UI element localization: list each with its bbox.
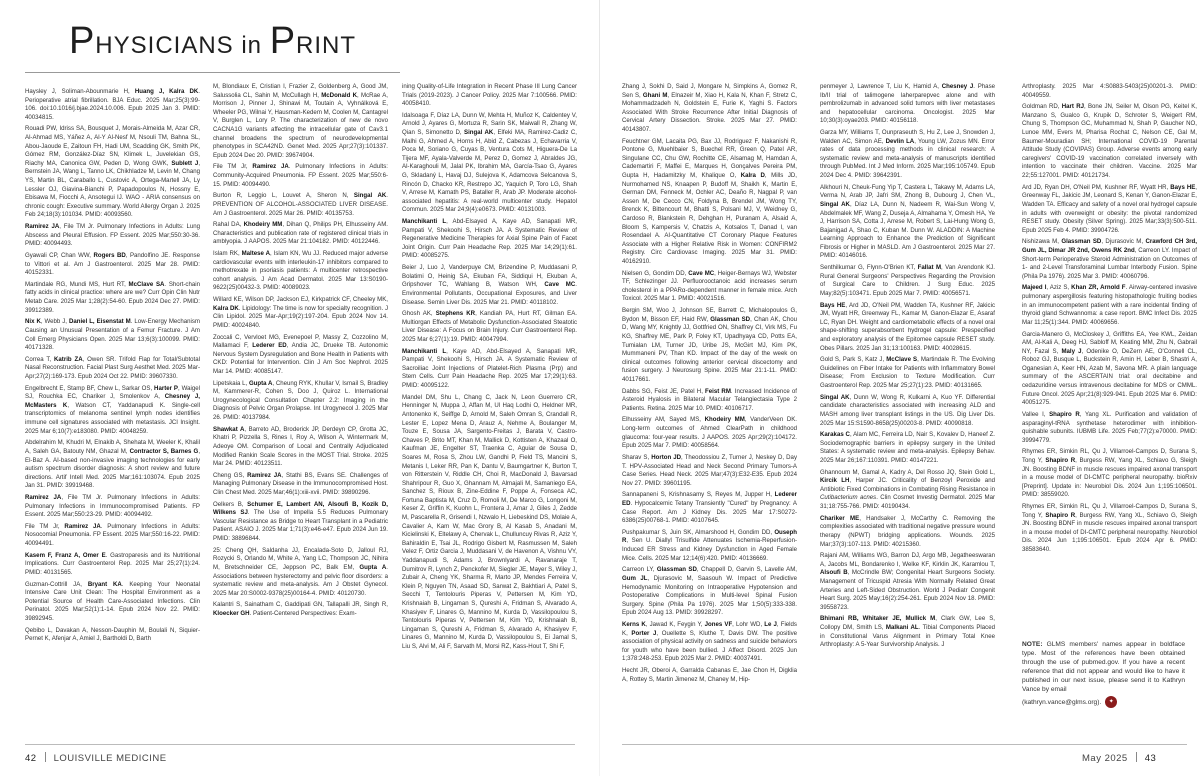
citation-entry: Alkhouri N, Cheuk-Fung Yip T, Castera L, Takawy M, Adams LA, Verma N, Arab JP, Jafri SM, Zhong B, Dubourg J, Chen VL, Singal AK, Díaz LA, Dunn N, Nadeem R, Wai-Sun Wong V, Abdelmalek MF, Wang Z, Duseja A, Almahama Y, Omesh HA, Ye J, Harrison SA, Cotta J, Arrese M, Robert S, Lai-Hung Wong G, Bajanigad A, Shao C, Kuban M. Dunn W. ALADDIN: A Machine Learning Approach to Enhance the Prediction of Significant Fibrosis or Higher in MASLD. Am J Gastroenterol. 2025 Mar 27. PMID: 40146016. [820, 183, 995, 260]
footer-left [25, 752, 167, 764]
citation-entry: Nishizawa M, Glassman SD, Djurasovic M, Crawford CH 3rd, Gum JL, Dimar JR 2nd, Owens RK 2nd, Carreon LY. Impact of Short-term Perioperative Steroid Administration on Outcomes of 1- and 2-Level Transforaminal Lumbar Interbody Fusion. Spine (Phila Pa 1976). 2025 Mar 3. PMID: 40060796. [1022, 238, 1197, 280]
citation-entry: Mandel DM, Shu L, Chang C, Jack N, Leon Guerrero CR, Henninger N, Muppa J, Affan M, Ul Haq Lodhi O, Heldner MR, Antonenko K, Seiffge D, Arnold M, Saleh Omran S, Crandall R, Lester E, Lopez Mena D, Arauz A, Nehme A, Boulanger M, Touze E, Sousa JA, Sargento-Freitas J, Barata V, Castro-Chaves P, Brito MT, Khan M, Mallick D, Kottisten A, Khazaal O, Kaufman JE, Engelter ST, Traenka C, Aguiar de Sousa D, Soares M, Rosa S, Zhou LW, Gandhi P, Field TS, Mancini S, Metanis I, Leker RR, Pan K, Dantu V, Baumgartner K, Burton T, von Ritterstein V, Riddle CH, Choi R, MacDonald J, Bavarsad Shahripour R, Guo X, Ghannam M, Almajali M, Samaniego EA, Sanchez S, Rioux B, Zine-Eddine F, Poppe A, Fonseca AC, Fortuna Baptista M, Cruz D, Romoli M, De Marco G, Longoni M, Keser Z, Griffin K, Kuohn L, Frontera J, Amar J, Giles J, Zedde M, Pascarella R, Grisendi I, Nzwalo H, Liebeskind DS, Molaie A, Cavalier A, Kam W, Mac Grory B, Al Kasab S, Anadani M, Kicielinski K, Eltelawy A, Chervak L, Chulluncuy Rivas R, Aziz Y, Bahiraldin E, Tsai JL, Rodrigo Gisbert M, Rasmussen M, Saleh Velez F, Ortiz Garcia J, Muddasani V, de Havenon A, Vishnu VY, Yaddanapudi S, Adams J, Brownlyardi A, Ravanaraje T, Dumitrov R, Lynch Z, Penckofer M, Siegler JE, Mayer S, Wiley J, Zubair A, Cheng YK, Sharma R, Marto JP, Mendes Ferreira V, Klein P, Nguyen TN, Asaad SD, Sarwat Z, Bakhtiari A, Patel S, Secchi T, Tentolouris Piperas V, Pettersen M, Kim YD, Krishnaiah B, Lingaman S, Qureshi A, Fridman S, Alvarado A, Khasiyev F, Linares G, Mannino M, Kurda D, Vassilopoulou S, Tentolouris Piperas V, Pettersen M, Kim YD, Krishnaiah B, Lingaman S, Qureshi A, Fridman S, Alvarado A, Khasiyev F, Linares G, Mannino M, Kurda D, Vassilopoulou S, Ei Jamal S, Liu S, Alvi M, Ali F, Sarvath M, Morsi RZ, Kass-Hout T, Shi F, [402, 393, 577, 650]
footer-rule-left [25, 744, 575, 745]
citation-entry: Ghannoum M, Gamal A, Kadry A, Del Rosso JQ, Stein Gold L, Kircik LH, Harper JC. Criticality of Benzoyl Peroxide and Antibiotic Fixed Combinations in Combating Rising Resistance in Cutibacterium acnes. Clin Cosmet Investig Dermatol. 2025 Mar 31;18:755-766. PMID: 40190434. [820, 468, 995, 511]
citation-entry: Kerns K, Jawad K, Feygin Y, Jones VF, Lohr WD, Le J, Fields K, Porter J, Ouellette S, Kluthe T, Davis DW. The positive association of physical activity on sadness and suicide behaviors for youth who have been bullied. J Affect Disord. 2025 Jun 1;378:248-253. Epub 2025 Mar 2. PMID: 40037491. [622, 620, 797, 663]
column-5 [820, 83, 995, 743]
citation-entry: Rajani AM, Williams WG, Barron DJ, Argo MB, Jegatheeswaran A, Jacobs ML, Bondarenko I, Welke KF, Kirklin JK, Karamlou T, Alsoufi B, McCrindle BW; Congenital Heart Surgeons Society. Management of Tricuspid Atresia With Normally Related Great Arteries and Left-Sided Obstruction. World J Pediatr Congenit Heart Surg. 2025 May;16(2):254-261. Epub 2024 Nov 18. PMID: 39558723. [820, 552, 995, 611]
column-6 [1022, 83, 1197, 633]
issue-month: May 2025 [1082, 753, 1128, 764]
citation-entry: Nielsen G, Gondim DD, Cave MC, Heiger-Bernays WJ, Webster TF, Schlezinger JJ. Perfluorooctanoic acid increases serum cholesterol in a PPARα-dependent manner in female mice. Arch Toxicol. 2025 Mar 1. PMID: 40021516. [622, 269, 797, 303]
citation-entry: Rahal DA, Khodeiry MM, Dihan Q, Philips PH, Elhusseiny AM. Characteristics and publication rate of registered clinical trials in amblyopia. J AAPOS. 2025 Mar 21:104182. PMID: 40122446. [213, 221, 388, 246]
citation-entry: Sharav S, Horton JD, Theodossiou Z, Turner J, Neskey D, Day T. HPV-Associated Head and Neck Second Primary Tumors-A Case Series. Head Neck. 2025 Mar;47(3):E32-E35. Epub 2024 Nov 27. PMID: 39601195. [622, 453, 797, 487]
publication-name: LOUISVILLE MEDICINE [53, 753, 167, 764]
citation-entry: Kalantri S, Sainatham C, Gaddipati GN, Tallapalli JR, Singh R, Kloecker GH. Patient-Centered Perspectives: Exam- [213, 601, 388, 617]
citation-entry: Correa T, Katrib ZA, Owen SR. Trifold Flap for Total/Subtotal Nasal Reconstruction. Facial Plast Surg Aesthet Med. 2025 Mar-Apr;27(2):169-173. Epub 2024 Oct 22. PMID: 39607330. [25, 355, 200, 380]
citation-entry: Arthroplasty. 2025 Mar 4:S0883-5403(25)00201-3. PMID: 40049559. [1022, 83, 1197, 99]
citation-entry: Cheng GS, Ramirez JA, Stathi BS, Evans SE. Challenges of Managing Pulmonary Disease in the Immunocompromised Host. Clin Chest Med. 2025 Mar;46(1):xiii-xvii. PMID: 39890296. [213, 471, 388, 496]
column-3 [402, 83, 577, 743]
citation-entry: Hecht JR, Oberoi A, Garralda Cabanas E, Jae Chon H, Digklia A, Rottey S, Martin Jimenez M, Chaney M, Hip- [622, 667, 797, 683]
page-title [25, 20, 400, 75]
footer-separator [45, 752, 46, 762]
citation-entry: Nix K, Webb J, Daniel L, Eisenstat M. Low-Energy Mechanism Causing an Unusual Presentation of a Femur Fracture. J Am Coll Emerg Physicians Open. 2025 Mar 13;6(3):100099. PMID: 40171328. [25, 318, 200, 352]
citation-entry: Sannapaneni S, Krishnasamy S, Reyes M, Jupper H, Lederer ED. Hypocalcemic Tetany Transiently "Cured" by Pregnancy: A Case Report. Am J Kidney Dis. 2025 Mar 17:S0272-6386(25)00768-1. PMID: 40107645. [622, 491, 797, 525]
citation-entry: Vallee I, Shapiro R, Yang XL. Purification and validation of asparaginyl-tRNA synthetase heterodimer with inhibition-quishable subunits. IUBMB Life. 2025 Feb;77(2):e70000. PMID: 39994779. [1022, 410, 1197, 444]
citation-entry: Garza MY, Williams T, Ounpraseuth S, Hu Z, Lee J, Snowden J, Walden AC, Simon AE, Devlin LA, Young LW, Zozus MN. Error rates of data processing methods in clinical research: A systematic review and meta-analysis of manuscripts identified through PubMed. Int J Med Inform. 2025 Mar;195:105749. Epub 2024 Dec 4. PMID: 39642391. [820, 129, 995, 180]
citation-entry: Rouadi PW, Idriss SA, Bousquet J, Morais-Almeida M, Azar CR, Al-Ahmad MS, Yáñez A, Al-Y Al-Nesf M, Nsouli TM, Bahna SL, Abou-Jaoude E, Zaitoun FH, Hadi UM, Scadding GK, Smith PK, Gómez RM, González-Díaz SN, Klimek L, Juvelekian GS, Riachy MA, Canonica GW, Peden D, Wong GWK, Sublett J, Bernstein JA, Wang L, Tanno LK, Chikhladze M, Levin M, Chang YS, Martin BL, Caraballo L, Custovic A, Ortega-Martell JA, Ly Lessler OJ, Giavina-Bianchi P, Papadopoulos N, Hossny E, Ebisawa M, Fiocchi A, Ansotegui IJ. WAO - ARIA consensus on chronic cough: Executive summary. World Allergy Organ J. 2025 Feb 24;18(3):101034. PMID: 40093560. [25, 125, 200, 219]
citation-entry: Kasem F, Franz A, Omer E. Gastroparesis and its Nutritional Implications. Curr Gastroenterol Rep. 2025 Mar 25;27(1):24. PMID: 40131565. [25, 551, 200, 576]
citation-entry: Chariker ME, Handsaker J, McCarthy C. Removing the complexities associated with traditional negative pressure wound therapy (NPWT) bridging applications. Wounds. 2025 Mar;37(3):107-113. PMID: 40215360. [820, 514, 995, 548]
citation-entry: Shawkat A, Barreto AD, Broderick JP, Derdeyn CP, Grotta JC, Khatri P, Pizzella S, Rines I, Roy A, Wilson A, Wintermark M, Adeoye OM. Comparison of Local and Centrally Adjudicated Modified Rankin Scale Scores in the MOST Trial. Stroke. 2025 Mar 24. PMID: 40123511. [213, 425, 388, 468]
citation-entry: Beier J, Luo J, Vanderpuye CM, Brizendine P, Muddasani P, Bolatimi O, Heinig SA, Ekuban FA, Siddiqui H, Ekuban A, Gripshover TC, Wahlang B, Watson WH, Cave MC. Environmental Pollutants, Occupational Exposures, and Liver Disease. Semin Liver Dis. 2025 Mar 21. PMID: 40118102. [402, 264, 577, 306]
citation-entry: Qebibo L, Davakan A, Nesson-Dauphin M, Boulali N, Siquier-Pernet K, Afenjar A, Amiel J, Bartholdi D, Barth [25, 626, 200, 643]
citation-entry: Karakas C, Alam MC, Ferreira LD, Nair S, Kovalev D, Haneef Z. Sociodemographic barriers in epilepsy surgery in the United States: A systematic review and meta-analysis. Epilepsy Behav. 2025 Mar 26;167:110391. PMID: 40147221. [820, 431, 995, 464]
page-number-left: 42 [25, 753, 37, 764]
note-text: GLMS members' names appear in boldface type. Most of the references have been obtained through the use of pubmed.gov. If you have a recent reference that did not appear and would like to have it published in our next issue, please send it to Kathryn Vance by email [1022, 641, 1185, 693]
members-note [1022, 640, 1185, 708]
citation-entry: M, Blondiaux E, Cristian I, Frazier Z, Goldenberg A, Good JM, Salussolia CL, Sahin M, McCullagh H, McDonald K, McRae A, Morrison J, Pinner J, Shinawi M, Toutain A, Vyhnálková E, Wheeler PG, Wilnai Y, Hausman-Kedem M, Coolen M, Cantagrel V, Burglen L, Lory P. The characterization of new de novo CACNA1G variants affecting the intracellular gate of Cav3.1 channel broadens the spectrum of neurodevelopmental phenotypes in SCA42ND. Genet Med. 2025 Apr;27(3):101337. Epub 2024 Dec 20. PMID: 39674904. [213, 83, 388, 159]
title-letter-p: P [68, 20, 96, 62]
citation-entry: Martindale RG, Mundi MS, Hurt RT, McClave SA. Short-chain fatty acids in clinical practice: where are we? Curr Opin Clin Nutr Metab Care. 2025 Mar 1;28(2):54-60. Epub 2024 Dec 27. PMID: 39912389. [25, 280, 200, 314]
footer-rule-right [622, 744, 1187, 745]
column-1 [25, 88, 200, 748]
citation-entry: Bhimani RB, Whitaker JE, Mullick M, Clark GW, Lee S, Collopy DM, Smith LS, Malkani AL. Tibial Components Placed in Constitutional Varus Alignment in Primary Total Knee Arthroplasty: A 5-Year Survivorship Analysis. J [820, 615, 995, 649]
citation-entry: Gyawali CP, Chan WW, Rogers BD, Pandolfino JE. Response to Vittori et al. Am J Gastroenterol. 2025 Mar 28. PMID: 40152331. [25, 251, 200, 277]
page-number-right: 43 [1144, 753, 1157, 764]
citation-entry: Idalsoaga F, Díaz LA, Dunn W, Mehta H, Muñoz K, Caldentey V, Arnold J, Ayares G, Mortuza R, Sarin SK, Maiwall R, Zhang W, Qian S, Simonetto D, Singal AK, Elfeki MA, Ramirez-Cadiz C, Malhi G, Ahmed A, Horns H, Abid Z, Cabezas J, Echavarria V, Poca M, Soriano G, Cuyas B, Ventura Cots M, Higuera-De La Tijera MF, Ayala-Valverde M, Perez D, Gomez J, Abraldes JG, Al-Karaghouli M, Jalal PK, Ibrahim MA, García-Tsao G, Ayares G, Skladaný L, Havaj DJ, Sulejova K, Adamcova Selcanova S, Rincón D, Chacko KR, Restrepo JC, Yaquich P, Toro LG, Shah V, Arrese M, Kamath PS, Bataller R, Arab JP. Moderate alcohol-associated hepatitis: A real-world multicenter study. Hepatol Commun. 2025 Mar 24;9(4):e0673. PMID: 40131003. [402, 111, 577, 214]
title-letter-p2: P [269, 20, 297, 62]
citation-entry: Rhymes ER, Simkin RL, Qu J, Villarroel-Campos D, Surana S, Tong Y, Shapiro R, Burgess RW, Yang XL, Schiavo G, Sleigh JN. Boosting BDNF in muscle rescues impaired axonal transport in a mouse model of DI-CMTC peripheral neuropathy. Neurobiol Dis. 2024 Jun 1;195:106501. Epub 2024 Apr 6. PMID: 38583640. [1022, 503, 1197, 554]
citation-entry: Ard JD, Ryan DH, O'Neil PM, Kushner RF, Wyatt HR, Bays HE, Greenway FL, Jakicic JM, Leonard S, Kenan Y, Ganon-Elazar E, Wadden TA. Efficacy and safety of a novel oral hydrogel capsule in adults with overweight or obesity: the pivotal randomized RESET study. Obesity (Silver Spring). 2025 Mar;33(3):500-511. Epub 2025 Feb 4. PMID: 39904726. [1022, 183, 1197, 234]
citation-entry: Senthilkumar G, Flynn-O'Brien KT, Fallat M, Van Arendonk KJ. Rural General Surgeons' Perspectives Regarding the Provision of Surgical Care to Children. J Surg Educ. 2025 May;82(5):103471. Epub 2025 Mar 7. PMID: 40056571. [820, 264, 995, 297]
column-4 [622, 83, 797, 743]
citation-entry: Dabbs SG, Feist JE, Patel H, Feist RM. Increased Incidence of Asteroid Hyalosis in Bilateral Macular Telangiectasia Type 2 Patients. Retina. 2025 Mar 10. PMID: 40106717. [622, 387, 797, 412]
footer-separator-right [1136, 752, 1137, 762]
citation-entry: Manchikanti L, Kaye AD, Abd-Elsayed A, Sanapati MR, Pampati V, Shekoohi S, Hirsch JA. A Systematic Review of Sacroiliac Joint Injections of Platelet-Rich Plasma (Prp) and Stem Cells. Curr Pain Headache Rep. 2025 Mar 17;29(1):63. PMID: 40095122. [402, 347, 577, 390]
citation-entry: Pushpakumar S, Juin SK, Almarshood H, Gondim DD, Ouseph R, Sen U. Diallyl Trisulfide Attenuates Ischemia-Reperfusion-Induced ER Stress and Kidney Dysfunction in Aged Female Mice. Cells. 2025 Mar 12;14(6):420. PMID: 40136669. [622, 528, 797, 562]
citation-entry: File TM Jr, Ramirez JA. Pulmonary Infections in Adults: Nosocomial Pneumonia. FP Essent. 2025 Mar;550:16-22. PMID: 40094491. [25, 522, 200, 548]
citation-entry: ining Quality-of-Life Integration in Recent Phase III Lung Cancer Trials (2019-2023). J Cancer Policy. 2025 Mar 7:100566. PMID: 40058410. [402, 83, 577, 108]
column-2 [213, 83, 388, 743]
citation-entry: Carreon LY, Glassman SD, Chappell D, Garvin S, Lavelle AM, Gum JL, Djurasovic M, Saasouh W. Impact of Predictive Hemodynamic Monitoring on Intraoperative Hypotension and Postoperative Complications in Multi-level Spinal Fusion Surgery. Spine (Phila Pa 1976). 2025 Mar 1;50(5):333-338. Epub 2024 Aug 13. PMID: 39928297. [622, 566, 797, 617]
citation-entry: Rhymes ER, Simkin RL, Qu J, Villarroel-Campos D, Surana S, Tong Y, Shapiro R, Burgess RW, Yang XL, Schiavo G, Sleigh JN. Boosting BDNF in muscle rescues impaired axonal transport in a mouse model of DI-CMTC peripheral neuropathy. bioRxiv [Preprint]. Update in: Neurobiol Dis. 2024 Jun 1;195:106501. PMID: 38559020. [1022, 448, 1197, 499]
citation-entry: Manchikanti L, Abd-Elsayed A, Kaye AD, Sanapati MR, Pampati V, Shekoohi S, Hirsch JA. A Systematic Review of Regenerative Medicine Therapies for Axial Spine Pain of Facet Joint Origin. Curr Pain Headache Rep. 2025 Mar 14;29(1):61. PMID: 40085275. [402, 218, 577, 260]
note-email[interactable]: (kathryn.vance@glms.org). [1022, 698, 1102, 706]
citation-entry: Ramirez JA, File TM Jr. Pulmonary Infections in Adults: Pulmonary Infections in Immunocompromised Patients. FP Essent. 2025 Mar;550:23-29. PMID: 40094492. [25, 493, 200, 519]
citation-entry: Guzman-Cottrill JA, Bryant KA. Keeping Your Neonatal Intensive Care Unit Clean: The Hospital Environment as a Potential Source of Health Care-Associated Infections. Clin Perinatol. 2025 Mar;52(1):1-14. Epub 2024 Nov 22. PMID: 39892945. [25, 580, 200, 622]
citation-entry: Goldman RD, Hart RJ, Bone JN, Seiler M, Olson PG, Keitel K, Manzano S, Gualco G, Krupik D, Schroter S, Weigert RM, Chung S, Thompson GC, Muhammad N, Shah P, Gaucher NO, Lunoe MM, Evers M, Pharisa Rochat C, Nelson CE, Gal M, Baumer-Mouradian SH; International COVID-19 Parental Attitude Study (COVIPAS) Group. Adverse events among early caregivers' COVID-19 vaccination correlated inversely with intention to vaccinate their children. Vaccine. 2025 Mar 22;55:127001. PMID: 40121734. [1022, 103, 1197, 180]
citation-entry: Bergin SM, Woo J, Johnson SE, Barrett C, Michalopoulos G, Bydon M, Bisson EF, Haid RW, Glassman SD, Chan AK, Chou D, Wang MY, Knightly JJ, Gottfried ON, Shaffrey CI, Virk MS, Fu KG, Shaffrey ME, Park P, Foley KT, Upadhyaya CD, Potts EA, Tumialan LM, Turner JD, Uribe JS, McGirt MJ, Kim PK, Mummaneni PV, Than KD. Impact of the day of the week on clinical outcomes following anterior cervical discectomy and fusion surgery. J Neurosurg Spine. 2025 Mar 21:1-11. PMID: 40117661. [622, 307, 797, 383]
citation-entry: Oelkers B, Schumer E, Lambert AN, Alsoufi B, Kozik D, Wilkens SJ. The Use of Impella 5.5 Reduces Pulmonary Vascular Resistance as Bridge to Heart Transplant in a Pediatric Patient. ASAIO J. 2025 Mar 1;71(3):e46-e47. Epub 2024 Jun 19. PMID: 38896844. [213, 500, 388, 543]
citation-entry: Ramirez JA, File TM Jr. Pulmonary Infections in Adults: Lung Abscess and Pleural Effusion. FP Essent. 2025 Mar;550:30-36. PMID: 40094493. [25, 223, 200, 248]
citation-entry: Zoccali C, Vervloet MG, Evenepoel P, Massy Z, Cozzolino M, Mallamaci F, Lederer ED, Andia JC, Drueke TB. Autonomic Nervous System Dysregulation and Bone Health in Patients with CKD: Potential for Intervention. Clin J Am Soc Nephrol. 2025 Mar 14. PMID: 40085147. [213, 333, 388, 375]
citation-entry: Engelbrecht E, Stamp BF, Chew L, Sarkar OS, Harter P, Waigel SJ, Rouchka EC, Chariker J, Smolenkov A, Chesney J, McMasters K, Watson CT, Yaddanapudi K. Single-cell transcriptomics of melanoma sentinel lymph nodes identifies immune cell signatures associated with metastasis. JCI Insight. 2025 Mar 6;10(7):e183080. PMID: 40048259. [25, 384, 200, 435]
note-label: NOTE: [1022, 641, 1043, 648]
footer-right [1082, 752, 1156, 764]
citation-entry: Burton R, Leggio L, Louvet A, Sheron N, Singal AK. PREVENTION OF ALCOHOL-ASSOCIATED LIVER DISEASE. Am J Gastroenterol. 2025 Mar 26. PMID: 40135753. [213, 192, 388, 217]
citation-entry: File TM Jr, Ramirez JA. Pulmonary Infections in Adults: Community-Acquired Pneumonia. FP Essent. 2025 Mar;550:6-15. PMID: 40094490. [213, 163, 388, 188]
citation-entry: Feuchtner GM, Lacaita PG, Bax JJ, Rodriguez F, Nakanishi R, Pontone G, Muehlbaier S, Buechel RR, Green Q, Patel AR, Singulane CC, Chu GW, Rochitte CE, Alsamag M, Hamdan A, Cademartiri F, Maffei E, Marques H, Gonçalves Pereira PM, Gupta H, Hadamitzky M, Khalique O, Kalra D, Mills JD, Nurmohamed NS, Knaapen P, Budoff M, Shaikh K, Martin E, German DM, Fenneck M, Ochler AC, Deaño R, Nagpal P, van Assen M, De Cecco CN, Foldyna B, Brendel JM, Wong TY, Brenck K, Bittencourt M, Bhatti S, Polsani MJ, V, Weidney G, Cardoso R, Blankstein R, Dehghan H, Puranam A, Alsaid A, Bloom S, Kampersis V, Chatzis A, Kotsalos T, Danad I, van Rosendael A. AI-Quantitative CT Coronary Plaque Features Associate with a Higher Relative Risk in Women: CONFIRM2 Registry. Circ Cardiovasc Imaging. 2025 Mar 31. PMID: 40162910. [622, 137, 797, 265]
citation-entry: 25: Cheng QH, Saldanha JJ, Encalada-Soto D, Jalloul RJ, Rozycki S, Orlando M, White A, Yang LC, Thompson JC, Nihira M, Bretschneider CE, Jeppson PC, Balk EM, Gupta A. Associations between hysterectomy and pelvic floor disorders: a systematic review and meta-analysis. Am J Obstet Gynecol. 2025 Mar 20:S0002-9378(25)00164-4. PMID: 40120730. [213, 546, 388, 597]
citation-entry: Ghosh AK, Stephens KR, Kandiah PA, Hurt RT, Gilman EA. Multiorgan Effects of Metabolic Dysfunction-Associated Steatotic Liver Disease: A Focus on Brain Injury. Curr Gastroenterol Rep. 2025 Mar 6;27(1):19. PMID: 40047994. [402, 310, 577, 343]
citation-entry: Haysley J, Soliman-Abounmarie H, Huang J, Kalra DK. Perioperative atrial fibrillation. BJA Educ. 2025 Mar;25(3):99-106. doi:10.1016/j.bjae.2024.10.006. Epub 2025 Jan 3. PMID: 40034815. [25, 88, 200, 121]
title-word-print: RINT [296, 32, 357, 59]
citation-entry: penmeyer J, Lawrence T, Liu K, Hamid A, Chesney J. Phase Ib/II trial of talimogene laherparepvec alone and with pembrolizumab in advanced solid tumors with liver metastases and hepatocellular carcinoma. Oncologist. 2025 Mar 10;30(3):oyae203. PMID: 40156118. [820, 83, 995, 125]
citation-entry: Gold S, Park S, Katz J, McClave S, Martindale R. The Evolving Guidelines on Fiber Intake for Patients with Inflammatory Bowel Disease; From Exclusion to Texture Modification. Curr Gastroenterol Rep. 2025 Mar 25;27(1):23. PMID: 40131665. [820, 356, 995, 390]
citation-entry: Majeed I, Aziz S, Khan ZR, Arnold F. Airway-centered invasive pulmonary aspergillosis featuring histopathologic fruiting bodies in an immunocompetent patient with a rare incidental finding of thyroid gland Schwannoma: a case report. BMC Infect Dis. 2025 Mar 11;25(1):344. PMID: 40069656. [1022, 284, 1197, 326]
citation-entry: Bays HE, Ard JD, O'Neil PM, Wadden TA, Kushner RF, Jakicic JM, Wyatt HR, Greenway FL, Kamar M, Ganon-Elazar E, Asaraf LC, Ryan DH. Weight and cardiometabolic effects of a novel oral shape-shifting superabsorbent hydrogel capsule: Prespecified and exploratory analysis of the Epitomee capsule RESET study. Obes Pillars. 2025 Jan 31;13:100163. PMID: 40028615. [820, 301, 995, 352]
title-rule [25, 72, 400, 73]
title-word-physicians: HYSICIANS [95, 32, 242, 59]
citation-entry: Elhusseiny AM, Sayed MS, Khodeiry MM, VanderVeen DK. Long-term outcomes of Ahmed ClearPath in childhood glaucoma: four-year results. J AAPOS. 2025 Apr;29(2):104172. Epub 2025 Mar 7. PMID: 40058564. [622, 416, 797, 450]
citation-entry: Islam RK, Maltese A, Islam KN, Wu JJ. Reduced major adverse cardiovascular events with interleukin-17 inhibitors compared to methotrexate in psoriasis patients: A multicenter retrospective cohort analysis. J Am Acad Dermatol. 2025 Mar 13:S0190-9622(25)00432-3. PMID: 40089023. [213, 250, 388, 292]
page-spine [599, 0, 600, 776]
citation-entry: Singal AK, Dunn W, Wong R, Kulkarni A, Kuo YF. Differential candidate characteristics associated with increasing ALD and MASH among liver transplant listings in the US. Dig Liver Dis. 2025 Mar 15:S1590-8658(25)00203-8. PMID: 40090818. [820, 393, 995, 427]
citation-entry: Zhang J, Sokhi D, Said J, Mongare N, Simpkins A, Gomez R, Sen S, Ghani M, Elnazeir M, Xiao H, Kala N, Khan F, Stretz C, Mohammadzadeh N, Goldstein E, Furie K, Yaghi S. Factors Associated With Stroke Recurrence After Initial Diagnosis of Cervical Artery Dissection. Stroke. 2025 Mar 27. PMID: 40143807. [622, 83, 797, 133]
glms-seal-icon: ✦ [1105, 696, 1117, 708]
title-word-in: in [241, 32, 270, 59]
citation-entry: Abdelrahim M, Khudri M, Elnakib A, Shehata M, Weeler K, Khalil A, Saleh GA, Batouty NM, Ghazal M, Contractor S, Barnes G, El-Baz A. AI-based non-invasive imaging technologies for early autism spectrum disorder diagnosis: A short review and future directions. Artif Intell Med. 2025 Mar;161:103074. Epub 2025 Jan 31. PMID: 39919468. [25, 439, 200, 490]
citation-entry: Lipetskaia L, Gupta A, Cheung RYK, Khullar V, Ismail S, Bradley M, Kammerer-R, Cohen S, Doo J, Quiroz L. International Urogynecological Consultation Chapter 2.2: Imaging in the Diagnosis of Pelvic Organ Prolapse. Int Urogynecol J. 2025 Mar 26. PMID: 40137984. [213, 379, 388, 422]
citation-entry: Willard KE, Wilson DP, Jackson EJ, Kirkpatrick CF, Cheeley MK, Kalra DK. Lipidology: The time is now for specialty recognition. J Clin Lipidol. 2025 Mar-Apr;19(2):197-204. Epub 2024 Nov 14. PMID: 40024840. [213, 296, 388, 329]
citation-entry: Garcia-Manero G, McCloskey J, Griffiths EA, Yee KWL, Zeidan AM, Al-Kali A, Deeg HJ, Sabloff M, Keating MM, Zhu N, Gabrail NY, Fazal S, Maly J, Odenike O, DeZern AE, O'Connell CL, Roboz GJ, Busque L, Buckstein R, Amin H, Leber B, Shastri A, Oganesian A, Keer HN, Azab M, Savona MR. A plain language summary of the ASCERTAIN trial: oral decitabine and cedazuridine versus intravenous decitabine for MDS or CMML. Future Oncol. 2025 Apr;21(8):929-941. Epub 2025 Mar 6. PMID: 40051275. [1022, 330, 1197, 407]
